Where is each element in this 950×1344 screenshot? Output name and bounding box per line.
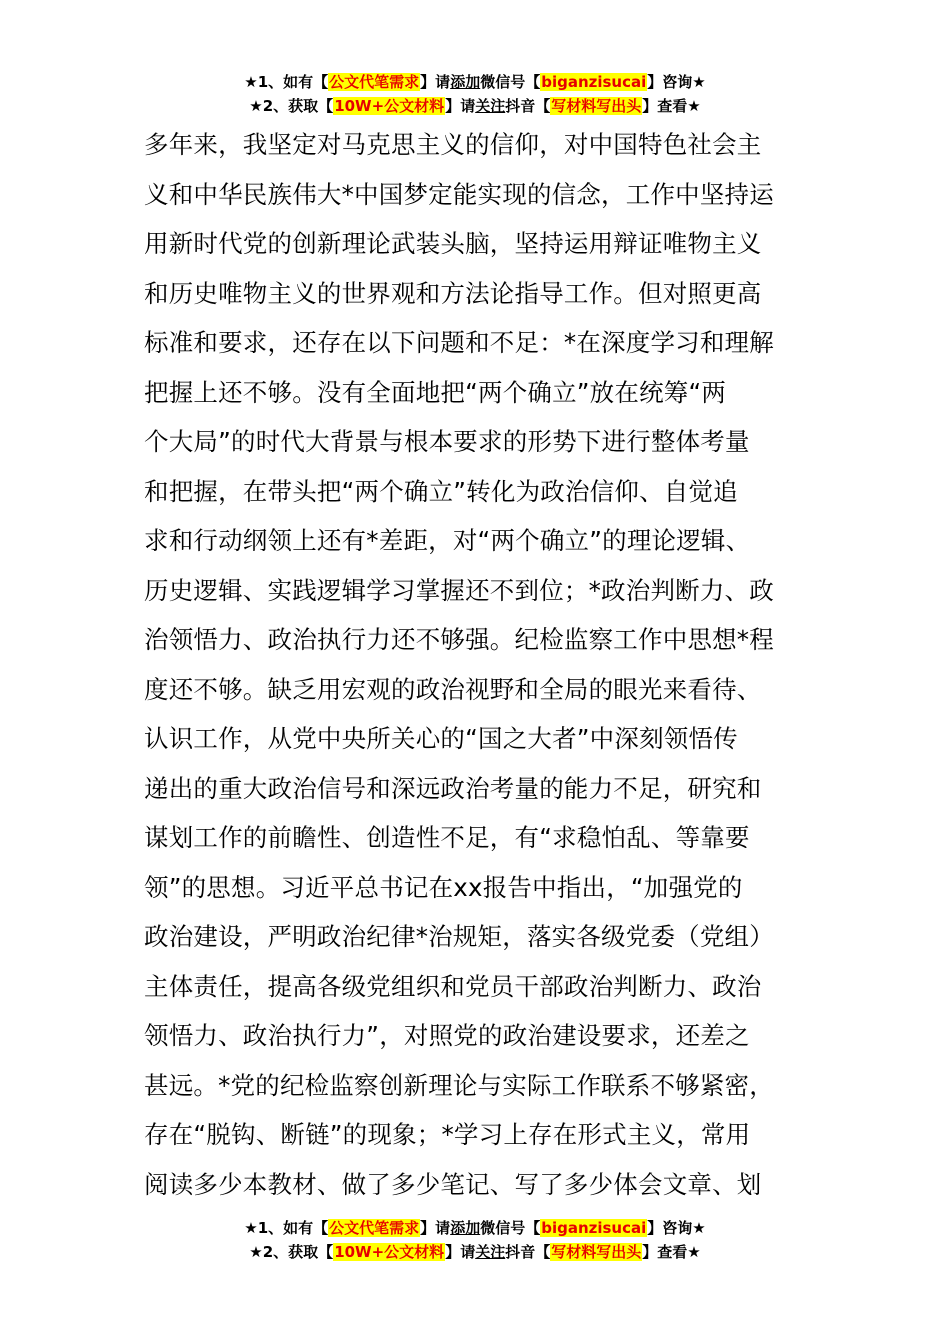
highlight-wechat-id: biganzisucai	[541, 1219, 647, 1237]
banner-line-2	[0, 94, 950, 118]
banner-text: 】请	[445, 97, 476, 115]
document-body	[144, 120, 804, 1209]
text-line: 用新时代党的创新理论武装头脑，坚持运用辩证唯物主义	[144, 229, 762, 258]
banner-text: 抖音【	[505, 1243, 551, 1261]
banner-text: 抖音【	[505, 97, 551, 115]
banner-text: 】请	[420, 1219, 451, 1237]
banner-text: 微信号【	[480, 1219, 541, 1237]
banner-line-2	[0, 1240, 950, 1264]
banner-text: ★2、获取【	[249, 97, 334, 115]
banner-text: ★1、如有【	[244, 73, 329, 91]
banner-line-1	[0, 1216, 950, 1240]
banner-text: ★1、如有【	[244, 1219, 329, 1237]
banner-text: 】查看★	[642, 97, 701, 115]
text-line: 递出的重大政治信号和深远政治考量的能力不足，研究和	[144, 773, 762, 803]
highlight-douyin-id: 写材料写出头	[551, 1243, 642, 1261]
text-line: 多年来，我坚定对马克思主义的信仰，对中国特色社会主	[144, 130, 762, 159]
text-line: 把握上还不够。没有全面地把“两个确立”放在统筹“两	[144, 377, 727, 407]
text-line: 存在“脱钩、断链”的现象；*学习上存在形式主义，常用	[144, 1120, 751, 1149]
banner-underlined-text: 添加	[450, 73, 481, 91]
highlight-wechat-id: biganzisucai	[541, 73, 647, 91]
text-line: 治领悟力、政治执行力还不够强。纪检监察工作中思想*程	[144, 625, 774, 654]
banner-underlined-text: 添加	[450, 1219, 481, 1237]
footer-banner	[0, 1216, 950, 1264]
text-line: 求和行动纲领上还有*差距，对“两个确立”的理论逻辑、	[144, 526, 751, 555]
text-line: 义和中华民族伟大*中国梦定能实现的信念，工作中坚持运	[144, 179, 774, 209]
banner-text: 】咨询★	[647, 73, 706, 91]
banner-text: 微信号【	[480, 73, 541, 91]
banner-underlined-text: 关注	[475, 97, 506, 115]
text-line: 政治建设，严明政治纪律*治规矩，落实各级党委（党组）	[144, 922, 774, 951]
header-banner	[0, 70, 950, 118]
text-line: 个大局”的时代大背景与根本要求的形势下进行整体考量	[144, 427, 750, 456]
highlight-service: 公文代笔需求	[329, 1219, 420, 1237]
text-line: 认识工作，从党中央所关心的“国之大者”中深刻领悟传	[144, 724, 738, 753]
banner-line-1	[0, 70, 950, 94]
highlight-douyin-id: 写材料写出头	[551, 97, 642, 115]
text-line: 谋划工作的前瞻性、创造性不足，有“求稳怕乱、等靠要	[144, 823, 750, 852]
text-line: 甚远。*党的纪检监察创新理论与实际工作联系不够紧密，	[144, 1070, 774, 1100]
banner-text: 】请	[445, 1243, 476, 1261]
text-line: 主体责任，提高各级党组织和党员干部政治判断力、政治	[144, 971, 762, 1001]
text-line: 标准和要求，还存在以下问题和不足：*在深度学习和理解	[144, 328, 774, 357]
text-line: 和历史唯物主义的世界观和方法论指导工作。但对照更高	[144, 278, 762, 308]
highlight-materials: 10W+公文材料	[334, 97, 445, 115]
banner-underlined-text: 关注	[475, 1243, 506, 1261]
banner-text: 】查看★	[642, 1243, 701, 1261]
highlight-materials: 10W+公文材料	[334, 1243, 445, 1261]
banner-text: 】咨询★	[647, 1219, 706, 1237]
banner-text: 】请	[420, 73, 451, 91]
text-line: 领悟力、政治执行力”，对照党的政治建设要求，还差之	[144, 1021, 750, 1050]
highlight-service: 公文代笔需求	[329, 73, 420, 91]
text-line: 历史逻辑、实践逻辑学习掌握还不到位；*政治判断力、政	[144, 575, 774, 605]
banner-text: ★2、获取【	[249, 1243, 334, 1261]
text-line: 阅读多少本教材、做了多少笔记、写了多少体会文章、划	[144, 1169, 762, 1199]
text-line: 和把握，在带头把“两个确立”转化为政治信仰、自觉追	[144, 476, 738, 506]
text-line: 度还不够。缺乏用宏观的政治视野和全局的眼光来看待、	[144, 674, 762, 704]
text-line: 领”的思想。习近平总书记在xx报告中指出，“加强党的	[144, 872, 743, 902]
